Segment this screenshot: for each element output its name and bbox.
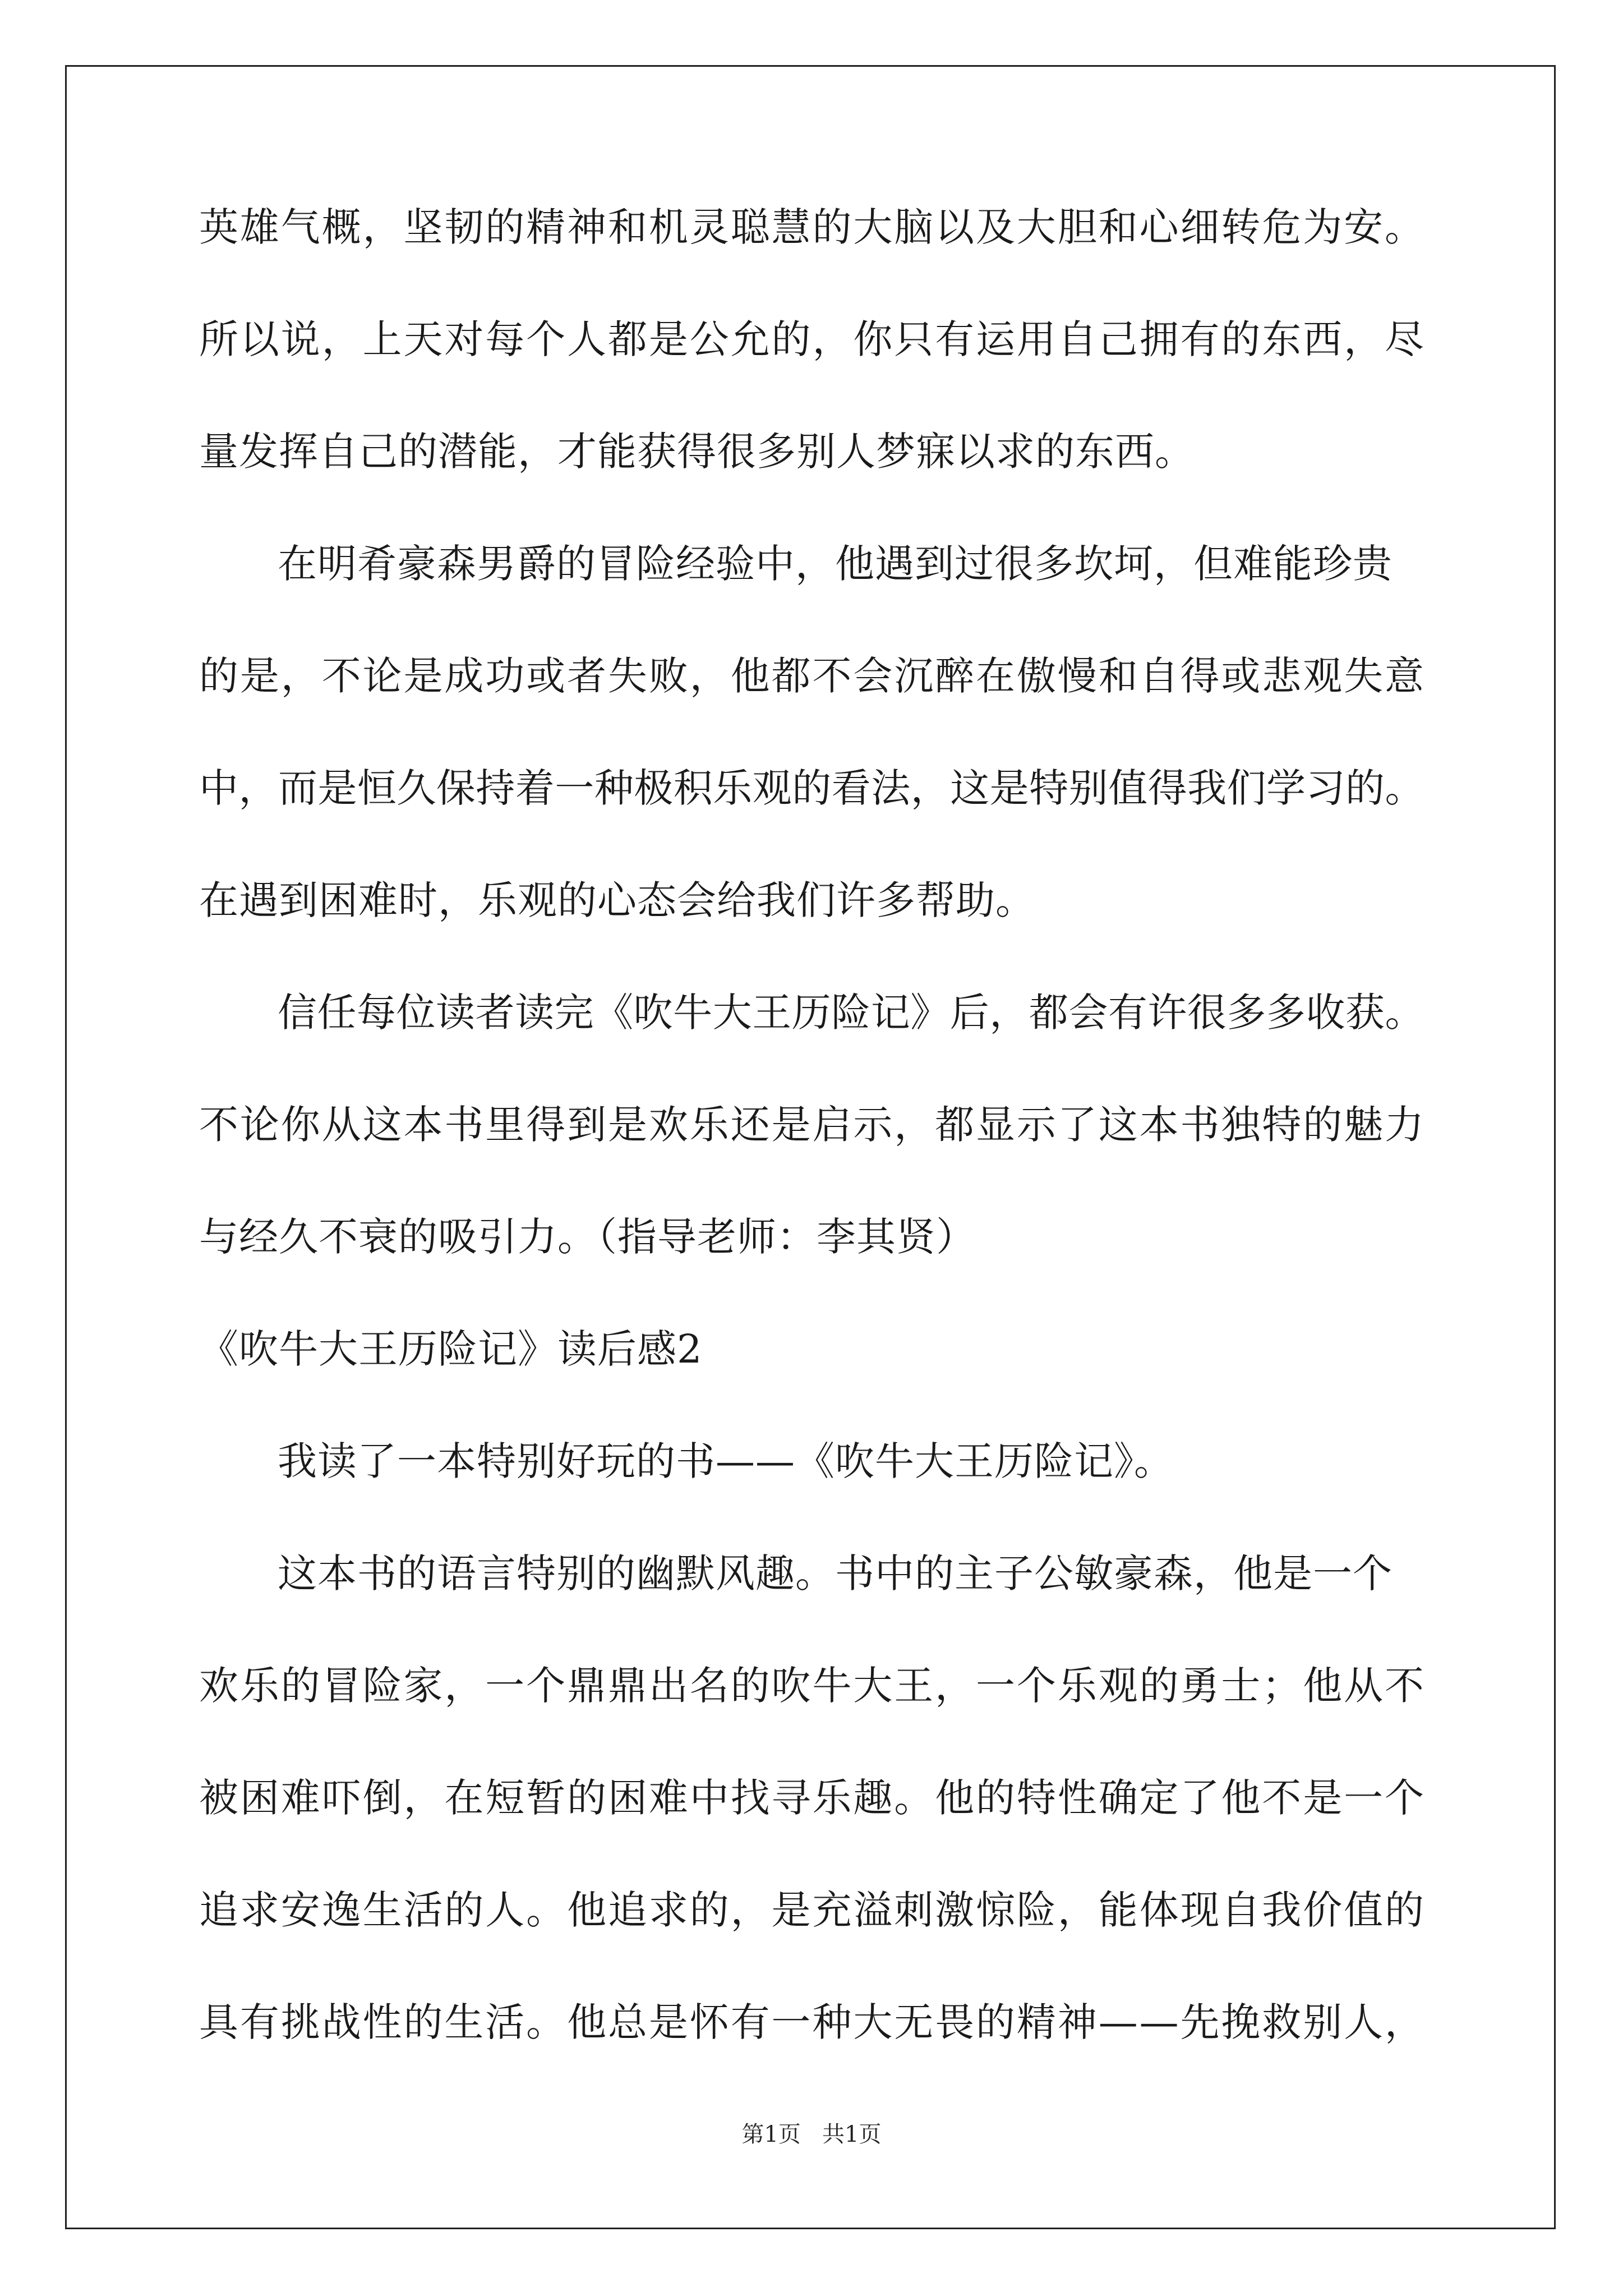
paragraph-line: 欢乐的冒险家，一个鼎鼎出名的吹牛大王，一个乐观的勇士；他从不 xyxy=(199,1663,1426,1709)
paragraph-line: 与经久不衰的吸引力。（指导老师：李其贤） xyxy=(199,1214,976,1260)
paragraph-line: 在明肴豪森男爵的冒险经验中，他遇到过很多坎坷，但难能珍贵 xyxy=(278,541,1393,587)
paragraph-line: 中，而是恒久保持着一种极积乐观的看法，这是特别值得我们学习的。 xyxy=(199,765,1424,811)
paragraph-line: 这本书的语言特别的幽默风趣。书中的主子公敏豪森，他是一个 xyxy=(278,1550,1393,1596)
section-title: 《吹牛大王历险记》读后感2 xyxy=(199,1326,703,1372)
paragraph-line: 追求安逸生活的人。他追求的，是充溢刺激惊险，能体现自我价值的 xyxy=(199,1887,1426,1933)
paragraph-line: 具有挑战性的生活。他总是怀有一种大无畏的精神——先挽救别人， xyxy=(199,1999,1426,2045)
paragraph-line: 量发挥自己的潜能，才能获得很多别人梦寐以求的东西。 xyxy=(199,429,1195,475)
paragraph-line: 的是，不论是成功或者失败，他都不会沉醉在傲慢和自得或悲观失意 xyxy=(199,653,1426,699)
paragraph-line: 在遇到困难时，乐观的心态会给我们许多帮助。 xyxy=(199,877,1035,923)
paragraph-line: 不论你从这本书里得到是欢乐还是启示，都显示了这本书独特的魅力 xyxy=(199,1102,1426,1148)
page-footer: 第1页 共1页 xyxy=(741,2122,882,2147)
paragraph-line: 被困难吓倒，在短暂的困难中找寻乐趣。他的特性确定了他不是一个 xyxy=(199,1775,1426,1821)
paragraph-line: 信任每位读者读完《吹牛大王历险记》后，都会有许很多多收获。 xyxy=(278,990,1424,1036)
paragraph-line: 所以说，上天对每个人都是公允的，你只有运用自己拥有的东西，尽 xyxy=(199,316,1426,362)
paragraph-line: 英雄气概，坚韧的精神和机灵聪慧的大脑以及大胆和心细转危为安。 xyxy=(199,204,1426,250)
paragraph-line: 我读了一本特别好玩的书——《吹牛大王历险记》。 xyxy=(278,1438,1174,1484)
